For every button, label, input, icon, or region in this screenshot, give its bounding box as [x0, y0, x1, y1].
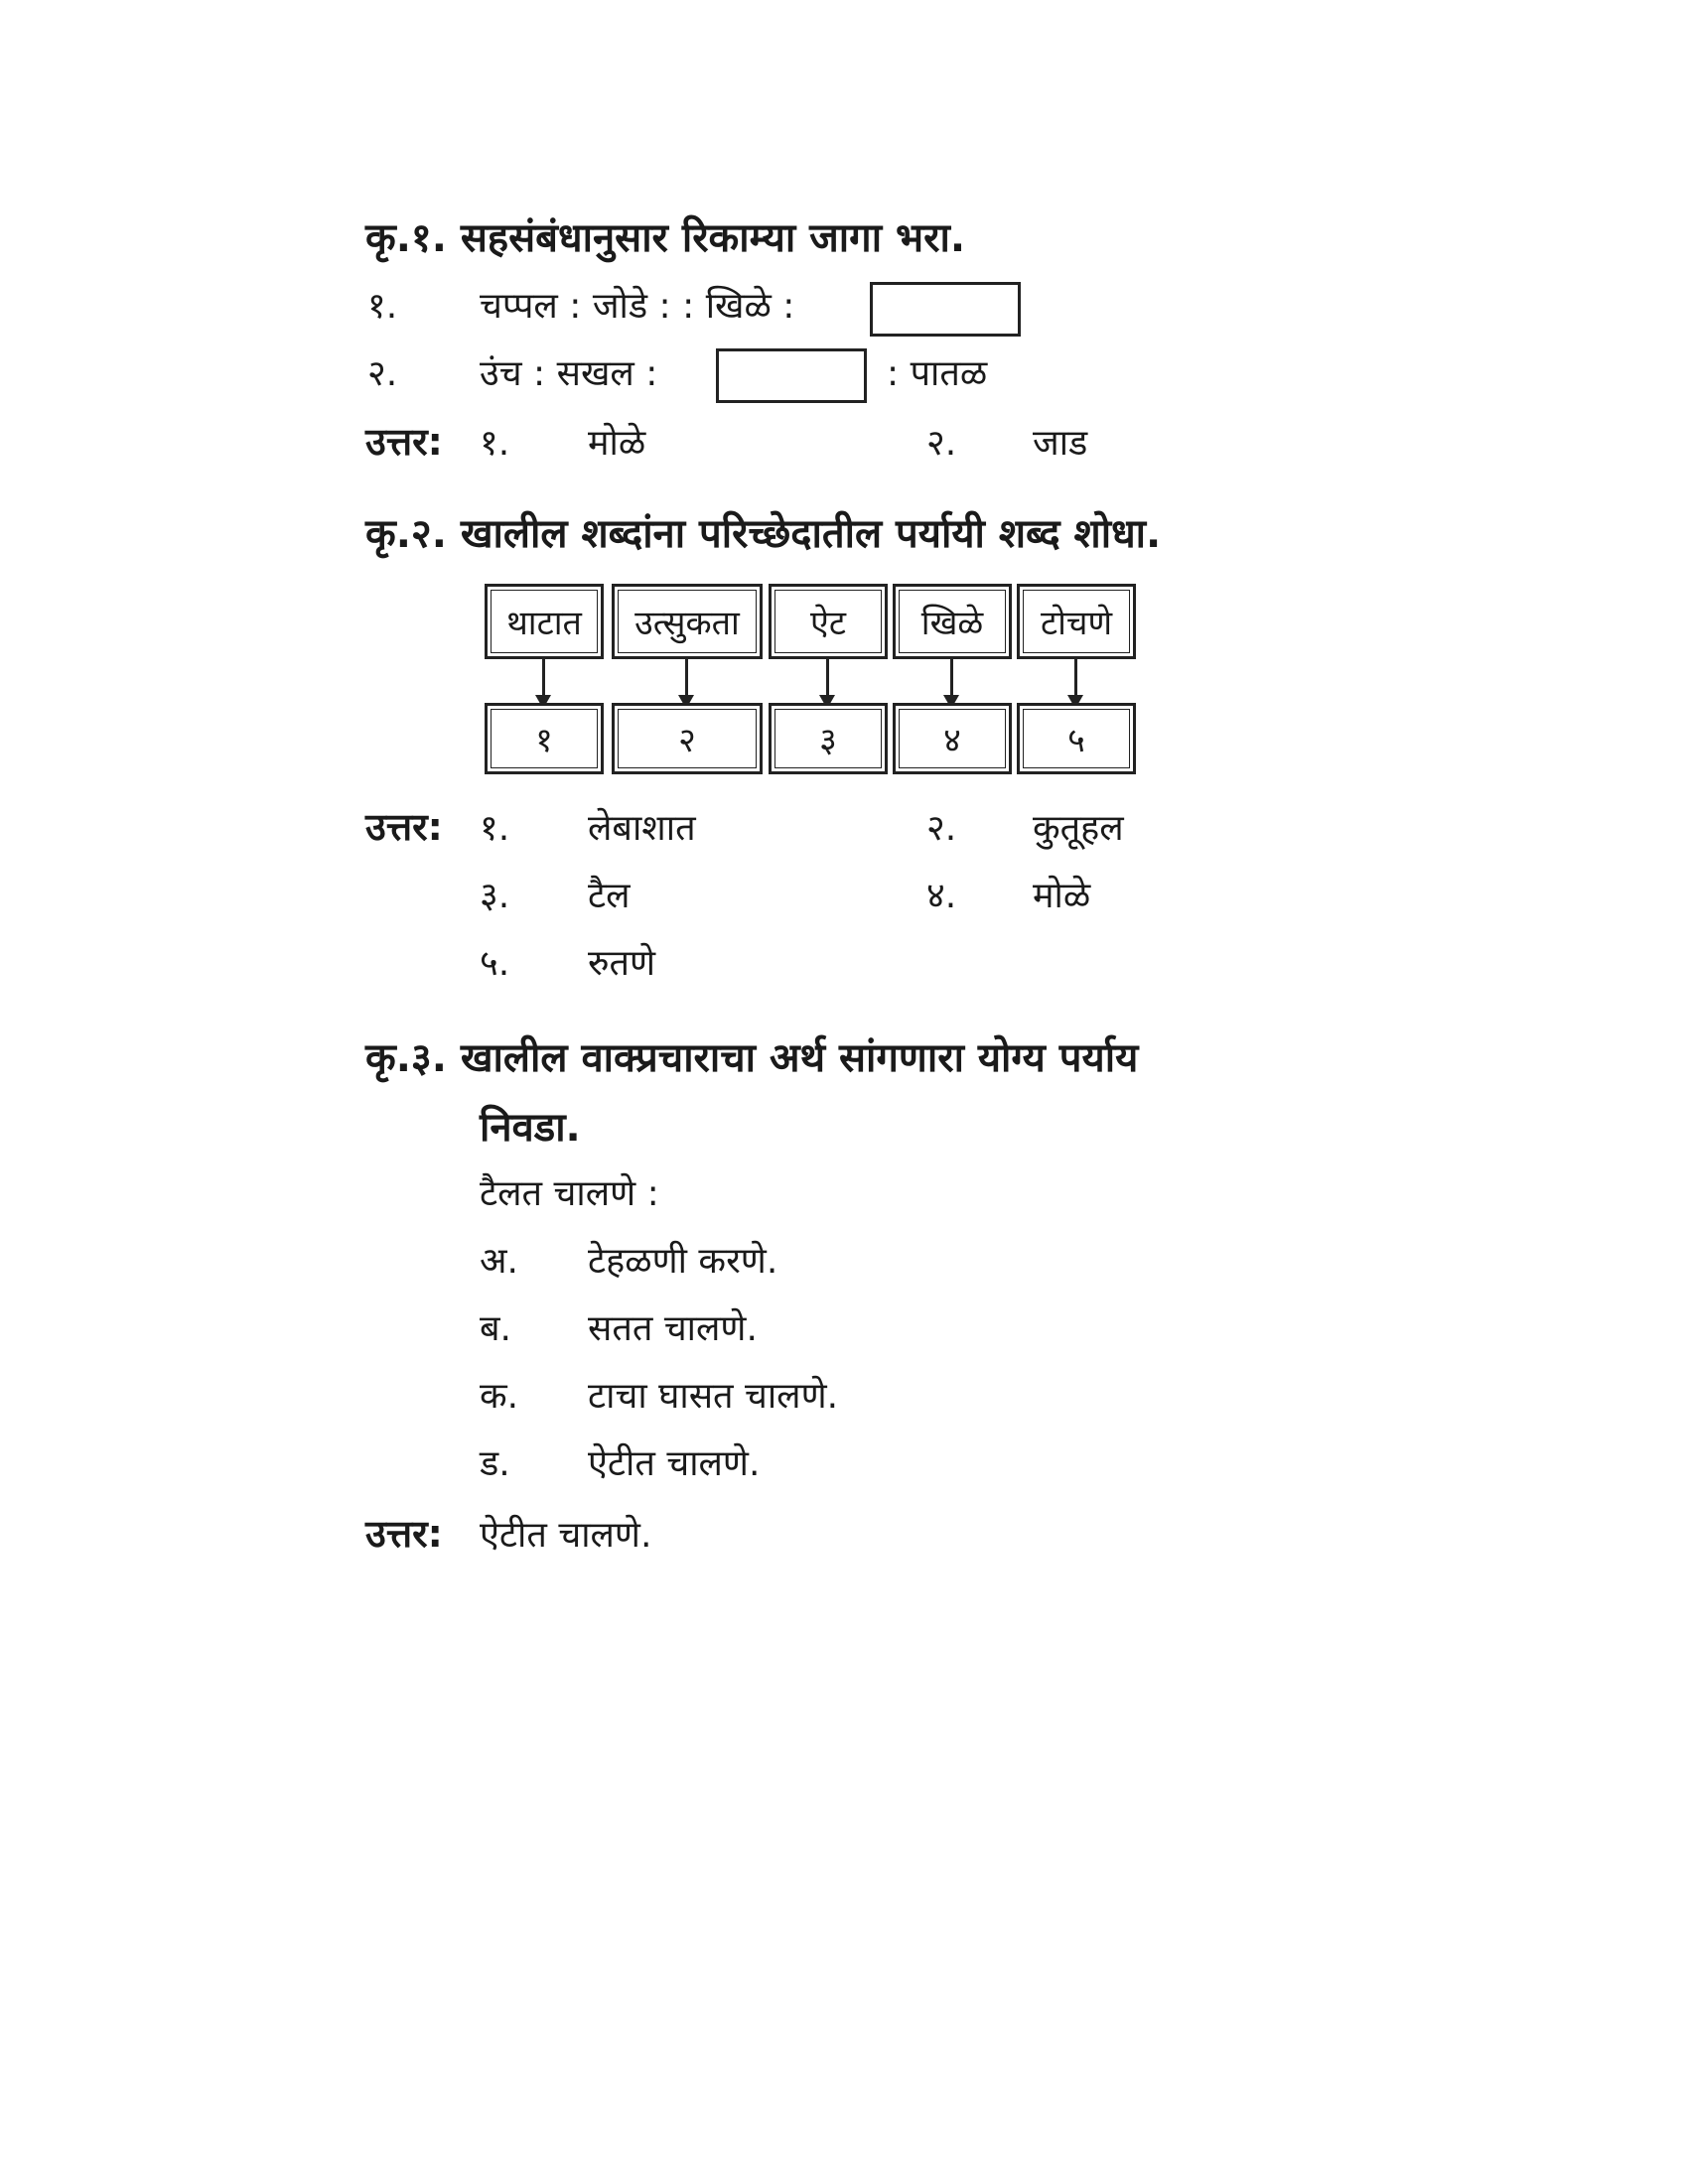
q1-answer-label: उत्तर:: [365, 420, 443, 464]
q3-heading-line2: निवडा.: [480, 1105, 581, 1151]
q2-number-box-3: ३: [769, 703, 888, 774]
q3-option-a-text: टेहळणी करणे.: [588, 1241, 778, 1282]
q1-row2-number: २.: [367, 353, 398, 394]
q1-row1-blank-box: [870, 282, 1021, 337]
q2-answer1-number: १.: [480, 808, 510, 849]
q2-word-box-3: ऐट: [769, 584, 888, 659]
q3-heading-line1: कृ.३. खालील वाक्प्रचाराचा अर्थ सांगणारा योग्य पर्याय: [365, 1035, 1139, 1081]
q1-answer2-text: जाड: [1033, 423, 1088, 464]
q2-heading: कृ.२. खालील शब्दांना परिच्छेदातील पर्यायी शब्द शोधा.: [365, 511, 1162, 557]
q2-answer2-text: कुतूहल: [1033, 808, 1124, 849]
q2-arrow-4: [950, 659, 953, 697]
q2-number-box-4: ४: [893, 703, 1012, 774]
q2-answer4-number: ४.: [926, 876, 957, 916]
q1-answer1-number: १.: [480, 423, 510, 464]
q3-option-d-letter: ड.: [480, 1443, 510, 1484]
q1-row2-text-after: : पातळ: [887, 353, 988, 394]
q3-option-b-text: सतत चालणे.: [588, 1308, 758, 1349]
q2-word-box-5: टोचणे: [1017, 584, 1136, 659]
q3-option-c-text: टाचा घासत चालणे.: [588, 1376, 839, 1417]
q2-arrow-5: [1074, 659, 1077, 697]
q1-answer1-text: मोळे: [588, 423, 646, 464]
q2-answer5-number: ५.: [480, 943, 510, 984]
q2-answer4-text: मोळे: [1033, 876, 1091, 916]
q2-answer5-text: रुतणे: [588, 943, 656, 984]
q2-answer-label: उत्तर:: [365, 805, 443, 849]
q3-option-a-letter: अ.: [480, 1241, 518, 1282]
q2-number-box-1: १: [485, 703, 604, 774]
q3-answer-label: उत्तर:: [365, 1512, 443, 1556]
q2-word-box-1: थाटात: [485, 584, 604, 659]
q1-answer2-number: २.: [926, 423, 957, 464]
q1-row1-number: १.: [367, 286, 398, 327]
q1-row2-text: उंच : सखल :: [480, 353, 658, 394]
q3-option-c-letter: क.: [480, 1376, 519, 1417]
q2-answer2-number: २.: [926, 808, 957, 849]
q2-number-box-5: ५: [1017, 703, 1136, 774]
q2-arrow-3: [826, 659, 829, 697]
q2-word-box-4: खिळे: [893, 584, 1012, 659]
q3-phrase: टैलत चालणे :: [480, 1173, 659, 1214]
q2-arrow-1: [542, 659, 545, 697]
q2-answer3-number: ३.: [480, 876, 510, 916]
q1-heading: कृ.१. सहसंबंधानुसार रिकाम्या जागा भरा.: [365, 215, 966, 261]
q1-row2-blank-box: [716, 348, 867, 403]
q1-row1-text: चप्पल : जोडे : : खिळे :: [480, 286, 795, 327]
q2-arrow-2: [685, 659, 688, 697]
q2-answer3-text: टैल: [588, 876, 631, 916]
q2-word-box-2: उत्सुकता: [612, 584, 763, 659]
q3-answer-text: ऐटीत चालणे.: [480, 1515, 652, 1556]
q3-option-d-text: ऐटीत चालणे.: [588, 1443, 761, 1484]
q2-answer1-text: लेबाशात: [588, 808, 696, 849]
q2-number-box-2: २: [612, 703, 763, 774]
q3-option-b-letter: ब.: [480, 1308, 511, 1349]
